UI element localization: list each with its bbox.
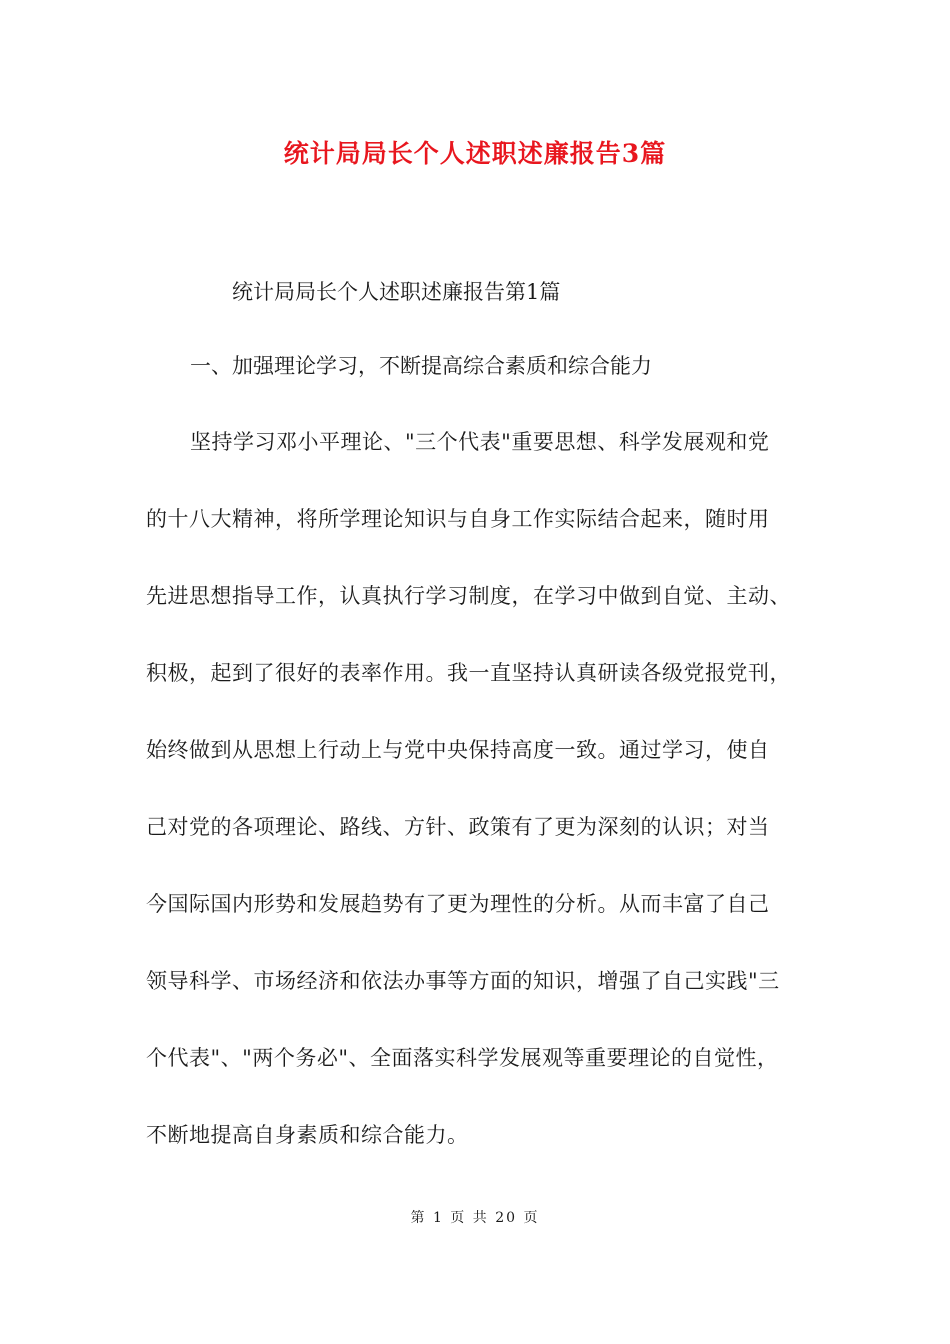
paragraph-line: 不断地提高自身素质和综合能力。	[146, 1123, 469, 1147]
paragraph-line: 今国际国内形势和发展趋势有了更为理性的分析。从而丰富了自己	[146, 892, 770, 916]
section-heading: 一、加强理论学习，不断提高综合素质和综合能力	[190, 354, 652, 378]
paragraph	[146, 424, 836, 1194]
document-title: 统计局局长个人述职述廉报告3篇	[283, 139, 667, 168]
paragraph-line: 个代表"、"两个务必"、全面落实科学发展观等重要理论的自觉性，	[146, 1046, 779, 1070]
paragraph-line: 己对党的各项理论、路线、方针、政策有了更为深刻的认识；对当	[146, 815, 770, 839]
page-footer: 第 1 页 共 20 页	[410, 1210, 540, 1226]
paragraph-line: 坚持学习邓小平理论、"三个代表"重要思想、科学发展观和党	[190, 430, 770, 454]
paragraph-line: 积极，起到了很好的表率作用。我一直坚持认真研读各级党报党刊，	[146, 661, 791, 685]
paragraph-line: 领导科学、市场经济和依法办事等方面的知识，增强了自己实践"三	[146, 969, 780, 993]
paragraph-line: 先进思想指导工作，认真执行学习制度，在学习中做到自觉、主动、	[146, 584, 791, 608]
paragraph-line: 的十八大精神，将所学理论知识与自身工作实际结合起来，随时用	[146, 507, 770, 531]
paragraph-line: 始终做到从思想上行动上与党中央保持高度一致。通过学习，使自	[146, 738, 770, 762]
document-subtitle: 统计局局长个人述职述廉报告第1篇	[232, 280, 561, 304]
